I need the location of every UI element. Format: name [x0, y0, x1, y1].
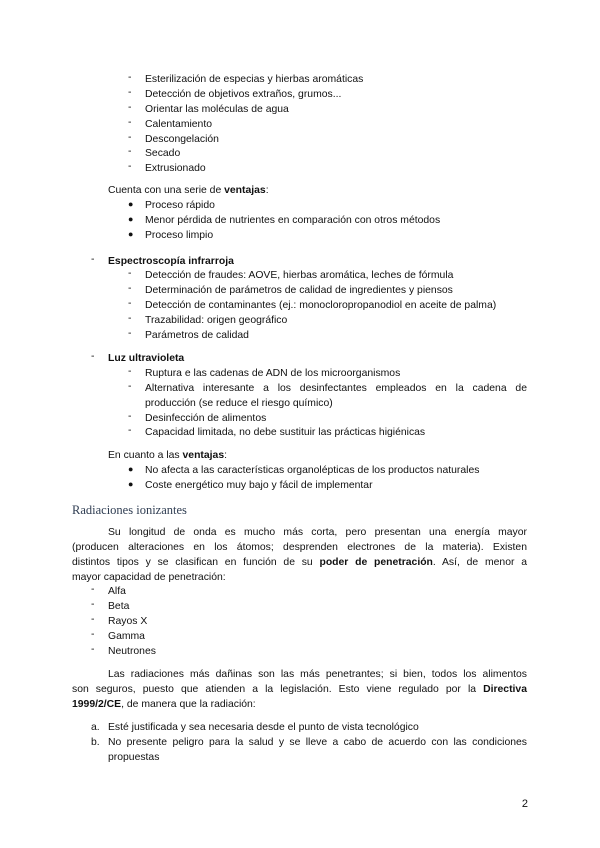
- list-dash: -: [128, 87, 132, 98]
- list-item: No presente peligro para la salud y se lleve a cabo de acuerdo con las condiciones: [108, 737, 527, 748]
- list-item: Gamma: [108, 631, 145, 642]
- list-item: Determinación de parámetros de calidad de ingredientes y piensos: [145, 285, 453, 296]
- list-item: Orientar las moléculas de agua: [145, 104, 289, 115]
- paragraph-line: 1999/2/CE, de manera que la radiación:: [72, 699, 256, 710]
- list-dash: -: [128, 381, 132, 392]
- list-dash: -: [128, 146, 132, 157]
- bullet-icon: ●: [128, 464, 134, 474]
- list-dash: -: [128, 411, 132, 422]
- list-item: Descongelación: [145, 134, 219, 145]
- paragraph-line: mayor capacidad de penetración:: [72, 572, 226, 583]
- list-dash: -: [91, 614, 95, 625]
- list-item: Ruptura e las cadenas de ADN de los microorganismos: [145, 368, 401, 379]
- bullet-icon: ●: [128, 479, 134, 489]
- list-item: Menor pérdida de nutrientes en comparación con otros métodos: [145, 215, 441, 226]
- paragraph-line: distintos tipos y se clasifican en función de su poder de penetración. Así, de menor a: [72, 557, 527, 568]
- list-item-continuation: propuestas: [108, 752, 160, 763]
- list-item: Parámetros de calidad: [145, 330, 249, 341]
- paragraph-line: Su longitud de onda es mucho más corta, pero presentan una energía mayor: [108, 527, 527, 538]
- list-item: Detección de contaminantes (ej.: monocloropropanodiol en aceite de palma): [145, 300, 497, 311]
- list-item: Coste energético muy bajo y fácil de implementar: [145, 480, 373, 491]
- list-item: Proceso limpio: [145, 230, 214, 241]
- list-item: Trazabilidad: origen geográfico: [145, 315, 288, 326]
- list-dash: -: [91, 644, 95, 655]
- list-item: No afecta a las características organolépticas de los productos naturales: [145, 465, 480, 476]
- list-dash: -: [128, 268, 132, 279]
- section-title-ultravioleta: Luz ultravioleta: [108, 353, 185, 364]
- section-title-infrarroja: Espectroscopía infrarroja: [108, 256, 234, 267]
- list-marker: b.: [91, 737, 100, 748]
- list-dash: -: [128, 132, 132, 143]
- list-item: Capacidad limitada, no debe sustituir las prácticas higiénicas: [145, 427, 426, 438]
- list-dash: -: [91, 629, 95, 640]
- list-item: Desinfección de alimentos: [145, 413, 267, 424]
- list-dash: -: [128, 72, 132, 83]
- list-dash: -: [128, 425, 132, 436]
- bullet-icon: ●: [128, 199, 134, 209]
- list-item: Extrusionado: [145, 163, 206, 174]
- list-dash: -: [128, 161, 132, 172]
- list-dash: -: [128, 102, 132, 113]
- list-dash: -: [128, 117, 132, 128]
- list-item: Proceso rápido: [145, 200, 215, 211]
- list-dash: -: [91, 584, 95, 595]
- list-item: Neutrones: [108, 646, 156, 657]
- list-marker: a.: [91, 722, 100, 733]
- list-item: Detección de objetivos extraños, grumos...: [145, 89, 342, 100]
- list-item: Rayos X: [108, 616, 148, 627]
- list-dash: -: [128, 313, 132, 324]
- list-dash: -: [128, 283, 132, 294]
- list-dash: -: [128, 298, 132, 309]
- list-dash: -: [91, 351, 95, 362]
- list-dash: -: [91, 599, 95, 610]
- ventajas-intro: En cuanto a las ventajas:: [108, 450, 227, 461]
- bullet-icon: ●: [128, 214, 134, 224]
- list-dash: -: [128, 328, 132, 339]
- paragraph-line: son seguros, puesto que atienden a la legislación. Esto viene regulado por la Directiva: [72, 684, 527, 695]
- list-item: Secado: [145, 148, 181, 159]
- list-item: Beta: [108, 601, 130, 612]
- list-item-continuation: producción (se reduce el riesgo químico): [145, 398, 333, 409]
- section-heading: Radiaciones ionizantes: [72, 503, 187, 517]
- list-item: Alternativa interesante a los desinfectantes empleados en la cadena de: [145, 383, 527, 394]
- page-number: 2: [521, 798, 528, 810]
- list-item: Alfa: [108, 586, 126, 597]
- bullet-icon: ●: [128, 229, 134, 239]
- paragraph-line: Las radiaciones más dañinas son las más penetrantes; si bien, todos los alimentos: [108, 669, 527, 680]
- list-item: Calentamiento: [145, 119, 213, 130]
- list-item: Detección de fraudes: AOVE, hierbas aromática, leches de fórmula: [145, 270, 454, 281]
- list-item: Esterilización de especias y hierbas aromáticas: [145, 74, 364, 85]
- list-dash: -: [128, 366, 132, 377]
- list-dash: -: [91, 254, 95, 265]
- paragraph-line: (producen alteraciones en los átomos; desprenden electrones de la materia). Existen: [72, 542, 527, 553]
- list-item: Esté justificada y sea necesaria desde el punto de vista tecnológico: [108, 722, 419, 733]
- ventajas-intro: Cuenta con una serie de ventajas:: [108, 185, 269, 196]
